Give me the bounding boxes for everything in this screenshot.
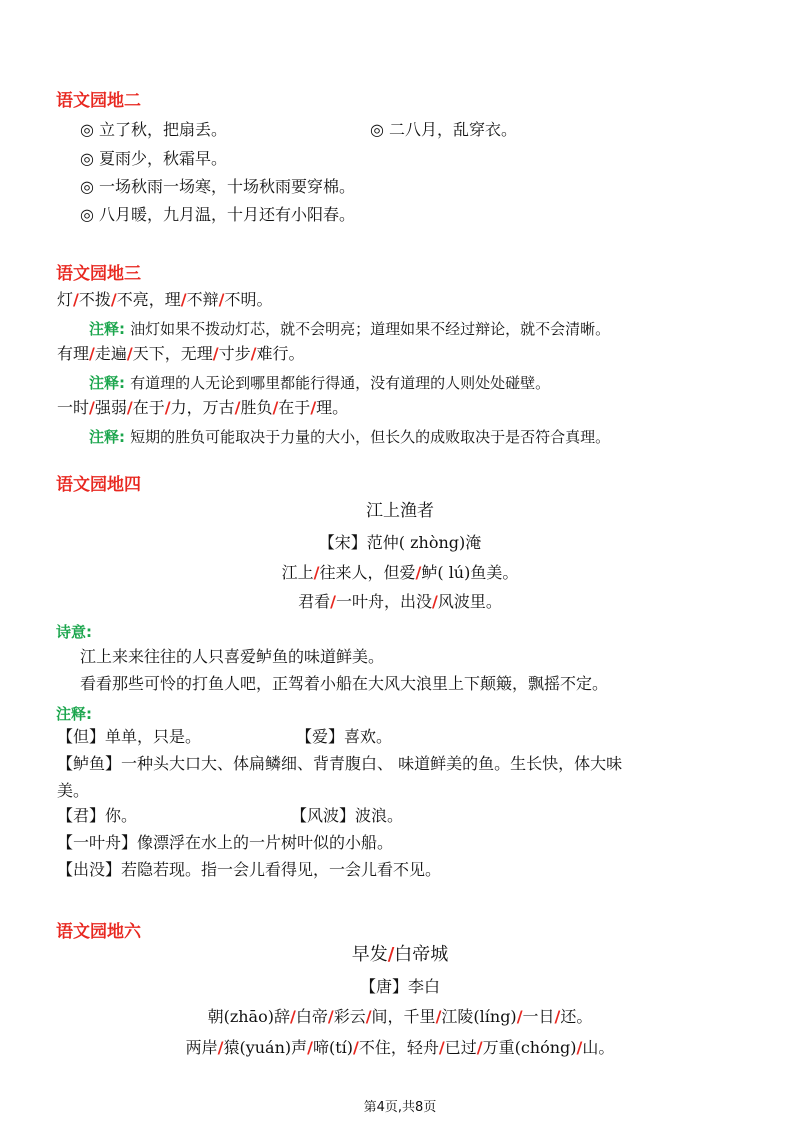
proverb-line-3: 一时/强弱/在于/力，万古/胜负/在于/理。: [57, 398, 349, 417]
note-item: 【君】你。: [57, 806, 138, 825]
note-line-1: [89, 318, 610, 339]
note-item: 【一叶舟】像漂浮在水上的一片树叶似的小船。: [57, 833, 394, 852]
note-text: 短期的胜负可能取决于力量的大小，但长久的成败取决于是否符合真理。: [130, 428, 611, 446]
note-line-3: [89, 426, 610, 447]
section-3-title: 语文园地三: [56, 264, 141, 284]
section-2-title: 语文园地二: [56, 91, 141, 111]
proverb-item: ◎ 夏雨少，秋霜早。: [80, 149, 228, 168]
proverb-item: ◎ 立了秋，把扇丢。: [80, 120, 228, 139]
proverb-item: ◎ 八月暖，九月温，十月还有小阳春。: [80, 205, 356, 224]
meaning-line-1: 江上来来往往的人只喜爱鲈鱼的味道鲜美。: [80, 647, 385, 666]
poem-author: 【唐】李白: [359, 977, 440, 996]
note-item: 【出没】若隐若现。指一会儿看得见，一会儿看不见。: [57, 860, 442, 879]
note-line-2: [89, 372, 550, 393]
poem-title: 早发/白帝城: [351, 944, 449, 965]
page-number: 第4页,共8页: [363, 1100, 437, 1115]
poem-line-2: 两岸/猿(yuán)声/啼(tí)/不住，轻舟/已过/万重(chóng)/山。: [185, 1038, 615, 1057]
note-label: 注释:: [89, 374, 125, 392]
note-item: 美。: [57, 781, 90, 800]
note-label: 注释:: [89, 428, 125, 446]
note-text: 油灯如果不拨动灯芯，就不会明亮；道理如果不经过辩论，就不会清晰。: [130, 320, 611, 338]
note-text: 有道理的人无论到哪里都能行得通，没有道理的人则处处碰壁。: [130, 374, 551, 392]
poem-author: 【宋】范仲( zhòng)淹: [318, 533, 482, 552]
poem-line-1: 朝(zhāo)辞/白帝/彩云/间，千里/江陵(líng)/一日/还。: [207, 1007, 593, 1026]
section-4-title: 语文园地四: [56, 475, 141, 495]
note-item: 【爱】喜欢。: [296, 727, 393, 746]
proverb-line-2: 有理/走遍/天下，无理/寸步/难行。: [57, 344, 305, 363]
note-item: 【风波】波浪。: [291, 806, 404, 825]
proverb-item: ◎ 一场秋雨一场寒，十场秋雨要穿棉。: [80, 177, 356, 196]
poem-line-2: 君看/一叶舟，出没/风波里。: [298, 592, 502, 611]
poem-title: 江上渔者: [366, 501, 434, 521]
meaning-label: 诗意:: [56, 623, 92, 641]
proverb-item: ◎ 二八月，乱穿衣。: [370, 120, 518, 139]
section-6-title: 语文园地六: [56, 922, 141, 942]
notes-label: 注释:: [56, 705, 92, 723]
meaning-line-2: 看看那些可怜的打鱼人吧，正驾着小船在大风大浪里上下颠簸，飘摇不定。: [80, 674, 609, 693]
poem-line-1: 江上/往来人，但爱/鲈( lú)鱼美。: [281, 563, 519, 582]
note-label: 注释:: [89, 320, 125, 338]
note-item: 【鲈鱼】一种头大口大、体扁鳞细、背青腹白、 味道鲜美的鱼。生长快，体大味: [57, 754, 623, 773]
note-item: 【但】单单，只是。: [57, 727, 202, 746]
proverb-line-1: 灯/不拨/不亮，理/不辩/不明。: [57, 290, 273, 309]
